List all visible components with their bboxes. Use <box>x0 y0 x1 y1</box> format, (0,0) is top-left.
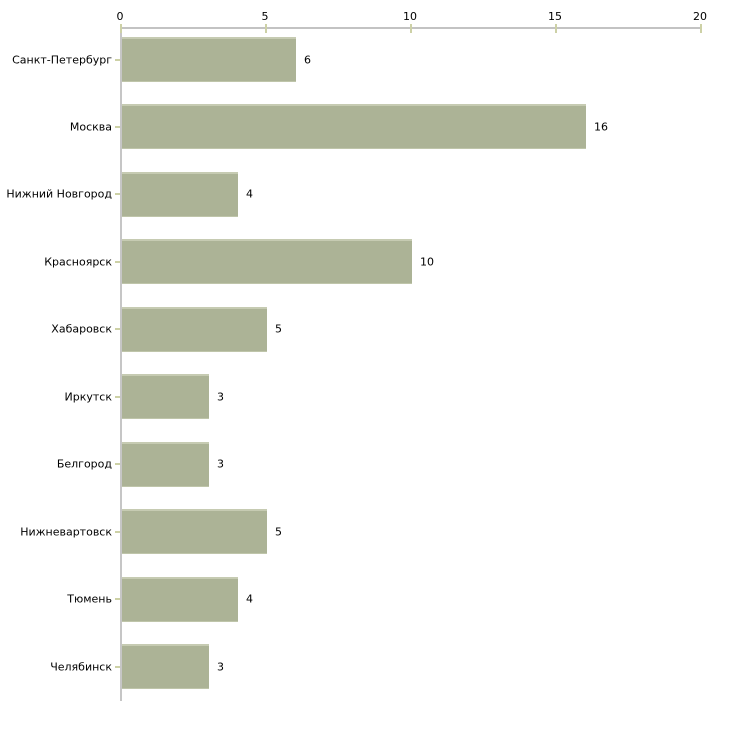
value-label: 4 <box>246 592 253 606</box>
category-tick-mark <box>115 396 120 398</box>
category-tick-mark <box>115 328 120 330</box>
x-tick-mark <box>265 24 267 33</box>
category-tick-mark <box>115 598 120 600</box>
bar <box>122 239 412 284</box>
x-tick-label: 10 <box>403 10 417 23</box>
category-label: Тюмень <box>67 592 112 606</box>
category-label: Нижневартовск <box>20 525 112 539</box>
x-tick-label: 20 <box>693 10 707 23</box>
bar <box>122 644 209 689</box>
category-label: Иркутск <box>64 390 112 404</box>
category-label: Белгород <box>56 457 112 471</box>
value-label: 10 <box>420 255 434 269</box>
bar <box>122 509 267 554</box>
category-label: Санкт-Петербург <box>12 53 112 66</box>
value-label: 5 <box>275 525 282 539</box>
x-tick-label: 0 <box>116 10 124 23</box>
x-tick-label: 15 <box>548 10 562 23</box>
value-label: 16 <box>594 120 608 134</box>
category-label: Нижний Новгород <box>6 187 112 201</box>
x-tick-label: 5 <box>261 10 269 23</box>
category-label: Москва <box>69 120 112 134</box>
x-tick-mark <box>700 24 702 33</box>
value-label: 3 <box>217 390 224 404</box>
value-label: 3 <box>217 660 224 674</box>
category-tick-mark <box>115 666 120 668</box>
category-tick-mark <box>115 531 120 533</box>
category-label: Красноярск <box>44 255 112 269</box>
x-tick-mark <box>555 24 557 33</box>
category-tick-mark <box>115 193 120 195</box>
value-label: 6 <box>304 53 311 66</box>
bar <box>122 577 238 622</box>
category-tick-mark <box>115 59 120 61</box>
x-tick-mark <box>410 24 412 33</box>
bar <box>122 172 238 217</box>
value-label: 5 <box>275 322 282 336</box>
bar <box>122 442 209 487</box>
value-label: 3 <box>217 457 224 471</box>
bar <box>122 104 586 149</box>
x-tick-mark <box>120 24 122 33</box>
bar <box>122 37 296 82</box>
category-label: Хабаровск <box>51 322 112 336</box>
category-tick-mark <box>115 261 120 263</box>
value-label: 4 <box>246 187 253 201</box>
bar <box>122 307 267 352</box>
category-tick-mark <box>115 463 120 465</box>
category-tick-mark <box>115 126 120 128</box>
category-label: Челябинск <box>50 660 112 674</box>
bar <box>122 374 209 419</box>
